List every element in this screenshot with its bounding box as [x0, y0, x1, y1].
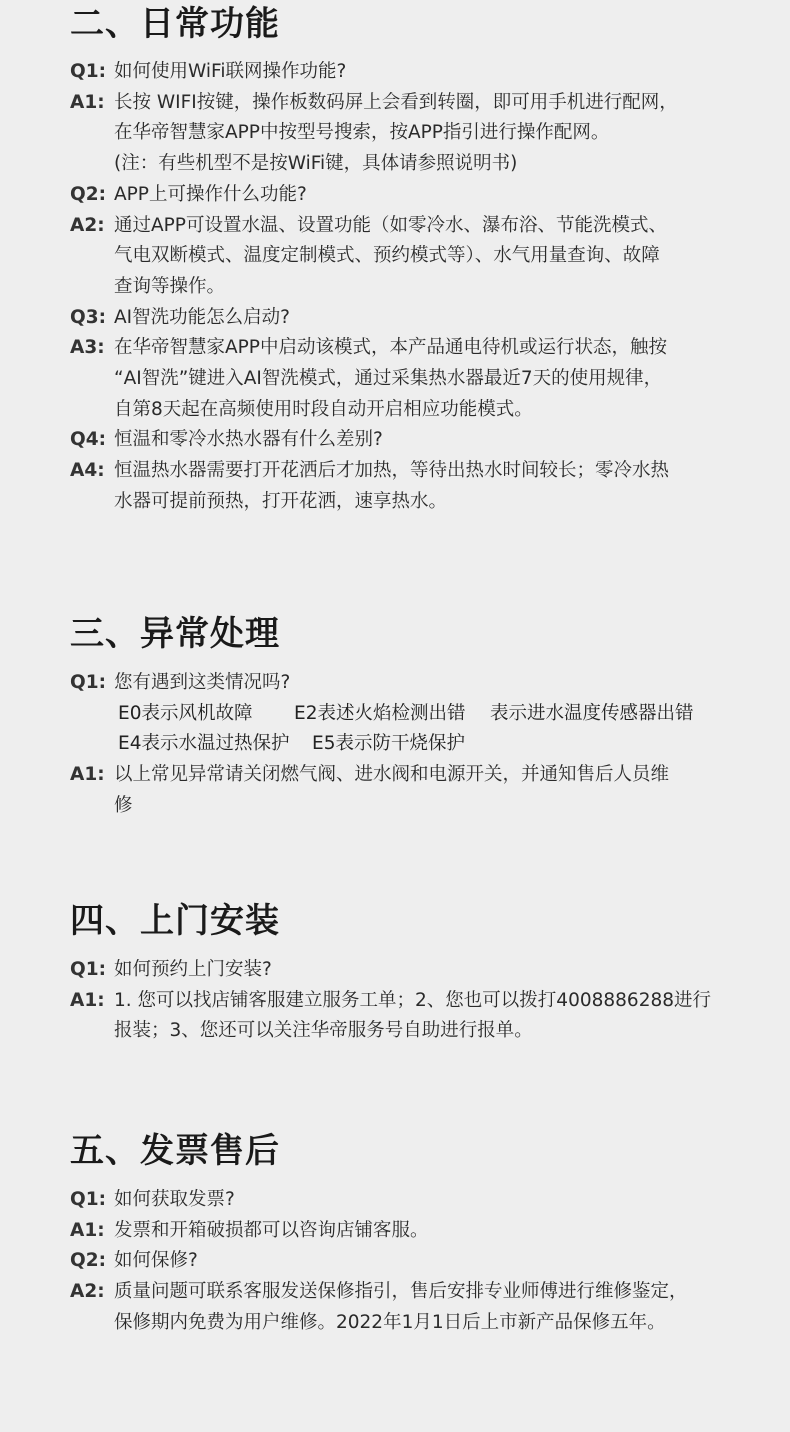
faq-answer	[70, 456, 760, 517]
section-troubleshooting	[70, 610, 760, 822]
answer-text: 长按 WIFI按键，操作板数码屏上会看到转圈，即可用手机进行配网， 在华帝智慧家APP中按型号搜索，按APP指引进行操作配网。 (注：有些机型不是按WiFi键，具体请参照说明书)	[114, 91, 678, 175]
question-text: 恒温和零冷水热水器有什么差别?	[114, 429, 383, 451]
answer-text: 通过APP可设置水温、设置功能（如零冷水、瀑布浴、节能洗模式、 气电双断模式、温度定制模式、预约模式等）、水气用量查询、故障 查询等操作。	[114, 214, 667, 297]
question-text: 如何使用WiFi联网操作功能?	[114, 61, 347, 82]
answer-text: 发票和开箱破损都可以咨询店铺客服。	[114, 1219, 429, 1241]
question-text: AI智洗功能怎么启动?	[114, 306, 290, 328]
question-tag: Q1:	[70, 959, 106, 980]
question-tag: Q4:	[70, 429, 106, 451]
faq-question	[70, 425, 760, 456]
faq-answer	[70, 211, 760, 303]
answer-tag: A1:	[70, 989, 105, 1011]
faq-question	[70, 57, 760, 88]
answer-tag: A1:	[70, 764, 105, 786]
question-tag: Q1:	[70, 1189, 106, 1210]
answer-tag: A1:	[70, 91, 105, 113]
question-text: 如何预约上门安装?	[114, 959, 272, 980]
answer-text: 恒温热水器需要打开花洒后才加热，等待出热水时间较长；零冷水热 水器可提前预热，打开花洒，速享热水。	[114, 460, 670, 512]
answer-tag: A2:	[70, 1281, 105, 1303]
answer-text: 1. 您可以找店铺客服建立服务工单；2、您也可以拨打4008886288进行 报装；3、您还可以关注华帝服务号自助进行报单。	[114, 989, 712, 1042]
faq-question	[70, 1185, 760, 1216]
section-title: 四、上门安装	[70, 901, 280, 941]
question-tag: Q1:	[70, 672, 106, 693]
faq-question	[70, 180, 760, 211]
faq-list	[70, 57, 760, 518]
section-daily-functions	[70, 0, 760, 518]
faq-question	[70, 668, 760, 699]
section-title: 二、日常功能	[70, 4, 280, 44]
answer-text: 以上常见异常请关闭燃气阀、进水阀和电源开关，并通知售后人员维 修	[114, 764, 670, 816]
faq-answer	[70, 986, 760, 1047]
answer-tag: A4:	[70, 460, 105, 482]
question-tag: Q3:	[70, 306, 106, 328]
section-title: 三、异常处理	[70, 614, 280, 654]
error-code-e0: E0表示风机故障	[118, 702, 253, 724]
faq-question	[70, 303, 760, 334]
faq-list	[70, 955, 760, 1047]
faq-question	[70, 955, 760, 986]
answer-tag: A1:	[70, 1219, 105, 1241]
section-installation	[70, 897, 760, 1047]
error-code-sensor: 表示进水温度传感器出错	[490, 702, 694, 724]
question-text: 如何获取发票?	[114, 1189, 235, 1210]
section-invoice-aftersales	[70, 1127, 760, 1339]
faq-question	[70, 1246, 760, 1277]
faq-answer	[70, 1216, 760, 1247]
error-code-e5: E5表示防干烧保护	[312, 733, 465, 755]
faq-answer	[70, 1277, 760, 1338]
question-tag: Q2:	[70, 1250, 106, 1272]
faq-list	[70, 1185, 760, 1339]
faq-answer	[70, 88, 760, 180]
question-text: 您有遇到这类情况吗?	[114, 672, 291, 693]
answer-text: 质量问题可联系客服发送保修指引，售后安排专业师傅进行维修鉴定， 保修期内免费为用户维修。2022年1月1日后上市新产品保修五年。	[114, 1281, 688, 1333]
answer-text: 在华帝智慧家APP中启动该模式，本产品通电待机或运行状态，触按 “AI智洗”键进入AI智洗模式，通过采集热水器最近7天的使用规律， 自第8天起在高频使用时段自动开启相应功能模式。	[114, 337, 667, 420]
answer-tag: A3:	[70, 337, 105, 359]
section-title: 五、发票售后	[70, 1131, 280, 1171]
error-codes	[70, 699, 760, 760]
answer-tag: A2:	[70, 214, 105, 236]
faq-list	[70, 668, 760, 822]
error-code-e2: E2表述火焰检测出错	[294, 702, 466, 724]
question-tag: Q1:	[70, 61, 106, 82]
faq-answer	[70, 333, 760, 425]
question-tag: Q2:	[70, 183, 106, 205]
question-text: APP上可操作什么功能?	[114, 183, 307, 205]
question-text: 如何保修?	[114, 1250, 198, 1272]
error-code-e4: E4表示水温过热保护	[118, 733, 290, 755]
faq-answer	[70, 760, 760, 821]
